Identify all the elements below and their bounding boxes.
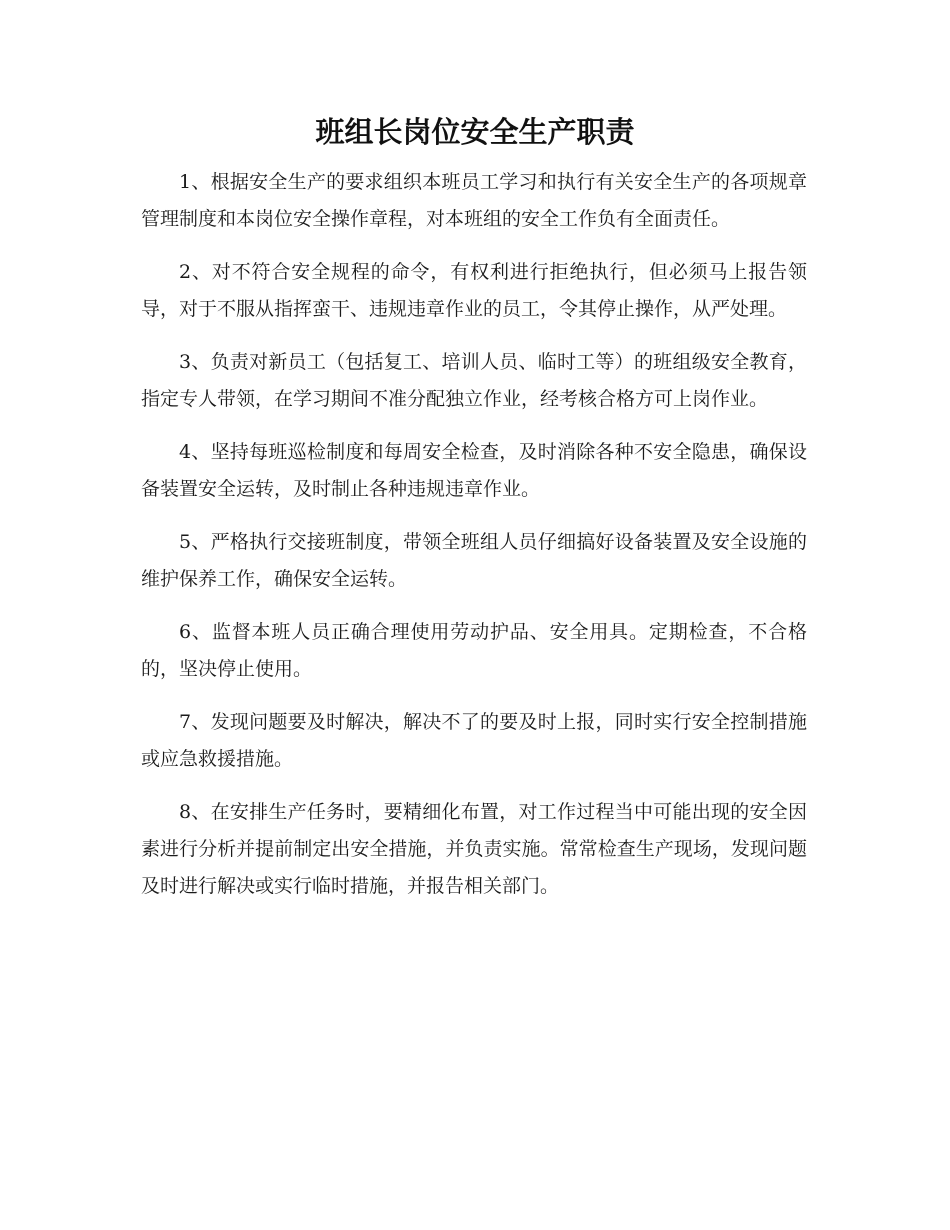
- paragraph-3: 3、负责对新员工（包括复工、培训人员、临时工等）的班组级安全教育，指定专人带领，在学习期间不准分配独立作业，经考核合格方可上岗作业。: [141, 351, 807, 410]
- paragraph-7: 7、发现问题要及时解决，解决不了的要及时上报，同时实行安全控制措施或应急救援措施。: [141, 711, 807, 770]
- paragraph-8: 8、在安排生产任务时，要精细化布置，对工作过程当中可能出现的安全因素进行分析并提前制定出安全措施，并负责实施。常常检查生产现场，发现问题及时进行解决或实行临时措施，并报告相关部门。: [141, 801, 807, 897]
- document-body: [141, 164, 807, 921]
- paragraph-2: 2、对不符合安全规程的命令，有权利进行拒绝执行，但必须马上报告领导，对于不服从指挥蛮干、违规违章作业的员工，令其停止操作，从严处理。: [141, 261, 807, 320]
- paragraph-4: 4、坚持每班巡检制度和每周安全检查，及时消除各种不安全隐患，确保设备装置安全运转，及时制止各种违规违章作业。: [141, 441, 807, 500]
- paragraph-5: 5、严格执行交接班制度，带领全班组人员仔细搞好设备装置及安全设施的维护保养工作，确保安全运转。: [141, 531, 807, 590]
- document-title: 班组长岗位安全生产职责: [315, 115, 635, 149]
- paragraph-6: 6、监督本班人员正确合理使用劳动护品、安全用具。定期检查，不合格的，坚决停止使用。: [141, 621, 807, 680]
- paragraph-1: 1、根据安全生产的要求组织本班员工学习和执行有关安全生产的各项规章管理制度和本岗位安全操作章程，对本班组的安全工作负有全面责任。: [141, 171, 807, 230]
